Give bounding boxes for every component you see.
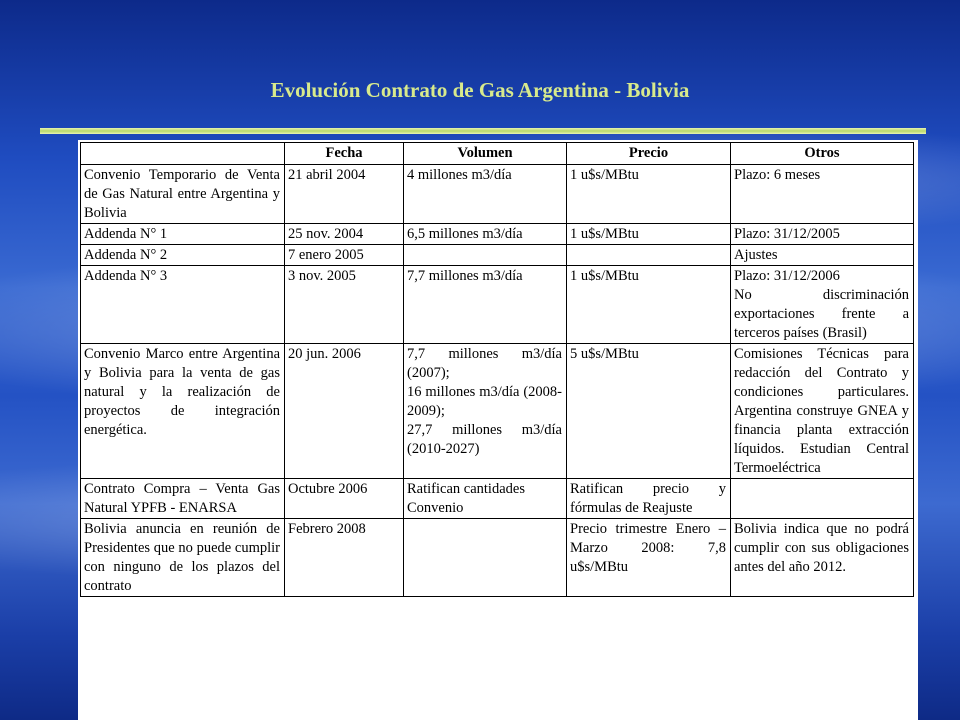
title-underline: [40, 128, 926, 134]
table-cell: Addenda N° 1: [81, 224, 285, 245]
table-row: [81, 245, 914, 266]
table-row: [81, 224, 914, 245]
table-cell: Comisiones Técnicas para redacción del Contrato y condiciones particulares. Argentina construye GNEA y financia planta extracción líquidos. Estudian Central Termoeléctrica: [731, 344, 914, 479]
table-row: [81, 165, 914, 224]
table-row: [81, 266, 914, 344]
table-cell: [404, 245, 567, 266]
table-cell: Bolivia indica que no podrá cumplir con sus obligaciones antes del año 2012.: [731, 519, 914, 597]
table-cell: Ratifican cantidades Convenio: [404, 479, 567, 519]
table-cell: Addenda N° 3: [81, 266, 285, 344]
table-cell: 3 nov. 2005: [285, 266, 404, 344]
table-row: [81, 479, 914, 519]
table-cell: Ratifican precio y fórmulas de Reajuste: [567, 479, 731, 519]
table-cell: 6,5 millones m3/día: [404, 224, 567, 245]
contract-evolution-table: [80, 142, 914, 597]
header-cell: [81, 143, 285, 165]
table-cell: 20 jun. 2006: [285, 344, 404, 479]
table-cell: Plazo: 31/12/2005: [731, 224, 914, 245]
header-cell: Fecha: [285, 143, 404, 165]
table-cell: 25 nov. 2004: [285, 224, 404, 245]
table-cell: Convenio Marco entre Argentina y Bolivia para la venta de gas natural y la realización de proyectos de integración energética.: [81, 344, 285, 479]
table-cell: 21 abril 2004: [285, 165, 404, 224]
table-cell: Plazo: 31/12/2006 No discriminación exportaciones frente a terceros países (Brasil): [731, 266, 914, 344]
table-cell: Plazo: 6 meses: [731, 165, 914, 224]
table-cell: Addenda N° 2: [81, 245, 285, 266]
table-cell: 5 u$s/MBtu: [567, 344, 731, 479]
table-panel: [78, 140, 918, 720]
header-cell: Otros: [731, 143, 914, 165]
header-cell: Precio: [567, 143, 731, 165]
table-cell: 7 enero 2005: [285, 245, 404, 266]
table-cell: Precio trimestre Enero – Marzo 2008: 7,8 u$s/MBtu: [567, 519, 731, 597]
table-row: [81, 344, 914, 479]
slide-title: Evolución Contrato de Gas Argentina - Bolivia: [270, 78, 690, 102]
table-cell: [567, 245, 731, 266]
table-row: [81, 519, 914, 597]
table-cell: [731, 479, 914, 519]
table-cell: 1 u$s/MBtu: [567, 266, 731, 344]
table-cell: Febrero 2008: [285, 519, 404, 597]
table-cell: Octubre 2006: [285, 479, 404, 519]
table-cell: 1 u$s/MBtu: [567, 165, 731, 224]
table-header-row: [81, 143, 914, 165]
table-cell: [404, 519, 567, 597]
table-cell: Contrato Compra – Venta Gas Natural YPFB - ENARSA: [81, 479, 285, 519]
table-cell: 1 u$s/MBtu: [567, 224, 731, 245]
table-cell: 7,7 millones m3/día: [404, 266, 567, 344]
table-cell: Convenio Temporario de Venta de Gas Natural entre Argentina y Bolivia: [81, 165, 285, 224]
table-cell: Ajustes: [731, 245, 914, 266]
table-cell: Bolivia anuncia en reunión de Presidentes que no puede cumplir con ninguno de los plazos del contrato: [81, 519, 285, 597]
header-cell: Volumen: [404, 143, 567, 165]
table-cell: 7,7 millones m3/día (2007); 16 millones m3/día (2008-2009); 27,7 millones m3/día (2010-2027): [404, 344, 567, 479]
table-cell: 4 millones m3/día: [404, 165, 567, 224]
